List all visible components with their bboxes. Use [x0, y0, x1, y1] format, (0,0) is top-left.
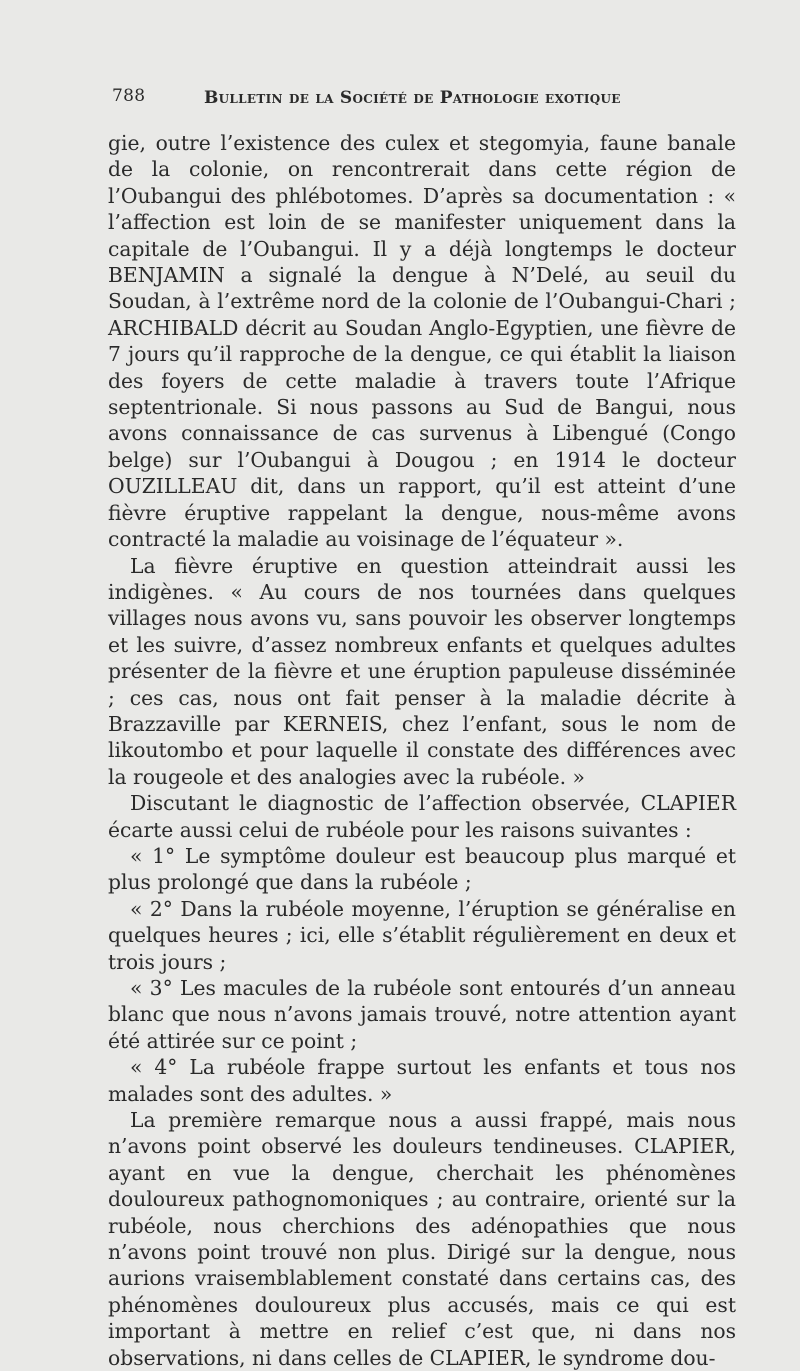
paragraph: La première remarque nous a aussi frappé, mais nous n’avons point observé les douleurs tendineuses. CLAPIER, ayant en vue la dengue, cherchait les phénomènes douloureux pathognomoniques ; au contraire, orienté sur la rubéole, nous cherchions des adénopathies que nous n’avons point trouvé non plus. Dirigé sur la dengue, nous aurions vraisemblablement constaté dans certains cas, des phénomènes douloureux plus accusés, mais ce qui est important à mettre en relief c’est que, ni dans nos observations, ni dans celles de CLAPIER, le syndrome dou- — [108, 1108, 736, 1370]
body-text — [108, 130, 736, 1371]
list-item: « 1° Le symptôme douleur est beaucoup plus marqué et plus prolongé que dans la rubéole ; — [108, 843, 736, 895]
list-item: « 3° Les macules de la rubéole sont entourés d’un anneau blanc que nous n’avons jamais trouvé, notre attention ayant été attirée sur ce point ; — [108, 976, 736, 1053]
running-title: Bulletin de la Société de Pathologie exotique — [204, 88, 621, 108]
page-number: 788 — [112, 86, 146, 106]
list-item: « 4° La rubéole frappe surtout les enfants et tous nos malades sont des adultes. » — [108, 1055, 736, 1106]
paragraph: gie, outre l’existence des culex et stegomyia, faune banale de la colonie, on rencontrerait dans cette région de l’Oubangui des phlébotomes. D’après sa documentation : « l’affection est loin de se manifester uniquement dans la capitale de l’Oubangui. Il y a déjà longtemps le docteur BENJAMIN a signalé la dengue à N’Delé, au seuil du Soudan, à l’extrême nord de la colonie de l’Oubangui-Chari ; ARCHIBALD décrit au Soudan Anglo-Egyptien, une fièvre de 7 jours qu’il rapproche de la dengue, ce qui établit la liaison des foyers de cette maladie à travers toute l’Afrique septentrionale. Si nous passons au Sud de Bangui, nous avons connaissance de cas survenus à Libengué (Congo belge) sur l’Oubangui à Dougou ; en 1914 le docteur OUZILLEAU dit, dans un rapport, qu’il est atteint d’une fièvre éruptive rappelant la dengue, nous-même avons contracté la maladie au voisinage de l’équateur ». — [108, 131, 736, 552]
list-item: « 2° Dans la rubéole moyenne, l’éruption se généralise en quelques heures ; ici, elle s’établit régulièrement en deux et trois jours ; — [108, 896, 736, 974]
paragraph: Discutant le diagnostic de l’affection observée, CLAPIER écarte aussi celui de rubéole pour les raisons suivantes : — [108, 791, 736, 842]
paragraph: La fièvre éruptive en question atteindrait aussi les indigènes. « Au cours de nos tournées dans quelques villages nous avons vu, sans pouvoir les observer longtemps et les suivre, d’assez nombreux enfants et quelques adultes présenter de la fièvre et une éruption papuleuse disséminée ; ces cas, nous ont fait penser à la maladie décrite à Brazzaville par KERNEIS, chez l’enfant, sous le nom de likoutombo et pour laquelle il constate des différences avec la rougeole et des analogies avec la rubéole. » — [108, 553, 736, 789]
